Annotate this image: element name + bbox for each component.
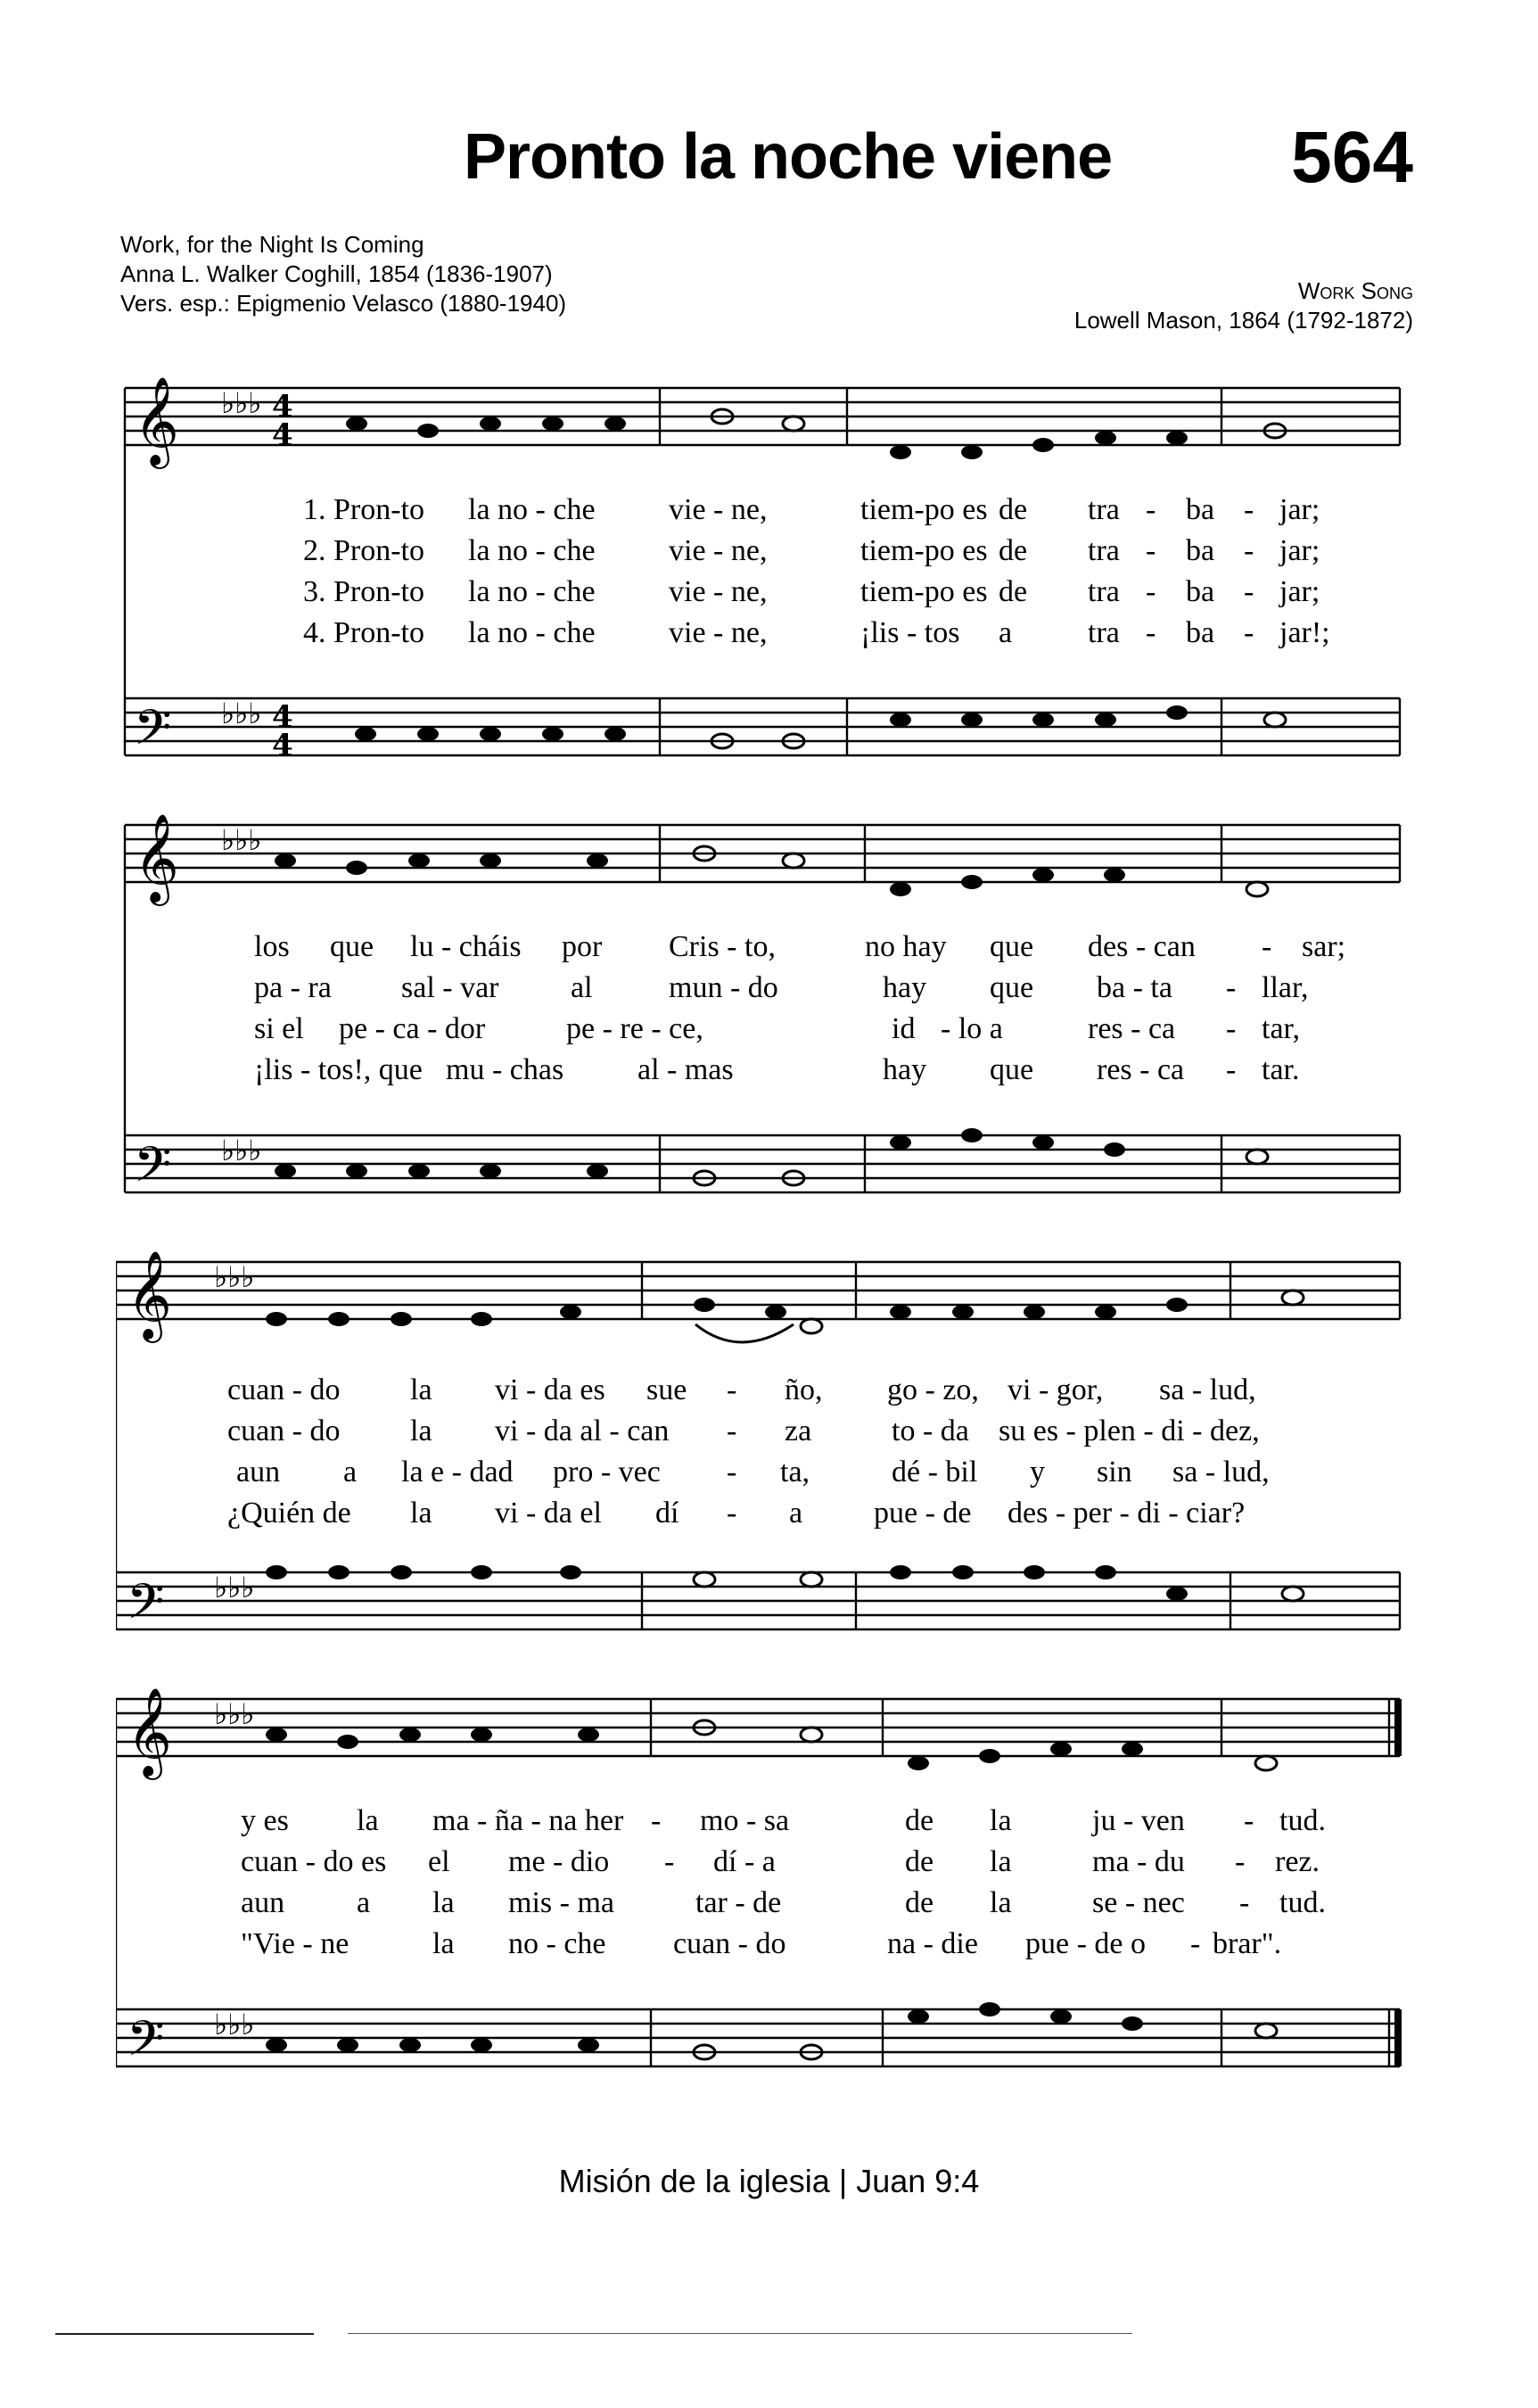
syllable: sa - lud, <box>1172 1456 1270 1489</box>
syllable: dí <box>655 1497 679 1530</box>
credits-text <box>120 230 566 318</box>
syllable: 1. Pron-to <box>303 493 424 526</box>
syllable: tiem-po es <box>860 534 988 567</box>
syllable: la <box>410 1497 432 1530</box>
syllable: ¡lis - tos <box>860 616 960 649</box>
syllable: la <box>432 1927 455 1960</box>
syllable: tar. <box>1262 1053 1300 1086</box>
syllable: - <box>1262 930 1272 963</box>
svg-text:𝄢: 𝄢 <box>127 2010 165 2079</box>
syllable: cuan - do <box>227 1373 341 1406</box>
syllable: cuan - do es <box>241 1845 387 1878</box>
syllable: - <box>1244 1804 1254 1837</box>
syllable: - <box>1226 971 1237 1004</box>
syllable: de <box>905 1804 934 1837</box>
syllable: de <box>999 493 1028 526</box>
syllable: que <box>990 930 1034 963</box>
syllable: mis - ma <box>508 1886 614 1919</box>
syllable: tra <box>1088 534 1120 567</box>
syllable: - <box>1146 575 1156 608</box>
syllable: y es <box>241 1804 289 1837</box>
syllable: to - da <box>892 1414 969 1447</box>
syllable: al <box>571 971 593 1004</box>
syllable: pa - ra <box>254 971 332 1004</box>
syllable: a <box>999 616 1013 649</box>
syllable: - <box>1226 1012 1237 1045</box>
syllable: de <box>999 575 1028 608</box>
syllable: - lo a <box>941 1012 1003 1045</box>
syllable: - <box>1244 575 1254 608</box>
syllable: vi - da es <box>495 1373 605 1406</box>
syllable: el <box>428 1845 450 1878</box>
syllable: "Vie - ne <box>241 1927 350 1960</box>
syllable: que <box>990 1053 1034 1086</box>
hymn-title: Pronto la noche viene <box>464 121 1113 193</box>
syllable: aun <box>236 1456 281 1489</box>
syllable: des - per - di - ciar? <box>1008 1497 1246 1530</box>
syllable: brar". <box>1213 1927 1282 1960</box>
syllable: dí - a <box>713 1845 776 1878</box>
syllable: tra <box>1088 575 1120 608</box>
syllable: sar; <box>1302 930 1346 963</box>
svg-text:♭♭♭: ♭♭♭ <box>214 1571 255 1604</box>
syllable: - <box>727 1414 737 1447</box>
svg-text:4: 4 <box>272 699 293 735</box>
syllable: 2. Pron-to <box>303 534 424 567</box>
syllable: sue <box>646 1373 687 1406</box>
syllable: no - che <box>508 1927 606 1960</box>
syllable: tud. <box>1279 1804 1326 1837</box>
syllable: - <box>1244 493 1254 526</box>
staff-graphic <box>116 1235 1409 1663</box>
syllable: res - ca <box>1097 1053 1185 1086</box>
svg-text:4: 4 <box>272 728 293 763</box>
text-author: Anna L. Walker Coghill, 1854 (1836-1907) <box>120 260 553 287</box>
syllable: ba - ta <box>1097 971 1172 1004</box>
svg-text:♭♭♭: ♭♭♭ <box>221 823 262 857</box>
syllable: dé - bil <box>892 1456 978 1489</box>
svg-text:4: 4 <box>272 417 293 453</box>
svg-text:4: 4 <box>272 389 293 425</box>
syllable: tud. <box>1279 1886 1326 1919</box>
syllable: si el <box>254 1012 304 1045</box>
music-system-2 <box>116 798 1409 1226</box>
composer: Lowell Mason, 1864 (1792-1872) <box>1073 307 1413 334</box>
syllable: ba <box>1186 493 1215 526</box>
syllable: la <box>432 1886 455 1919</box>
syllable: ta, <box>780 1456 810 1489</box>
syllable: la no - che <box>468 534 596 567</box>
svg-text:♭♭♭: ♭♭♭ <box>221 697 262 730</box>
syllable: cuan - do <box>227 1414 341 1447</box>
syllable: la e - dad <box>401 1456 514 1489</box>
credits-music <box>1074 276 1413 335</box>
syllable: sal - var <box>401 971 499 1004</box>
svg-text:♭♭♭: ♭♭♭ <box>214 1260 255 1294</box>
syllable: pe - re - ce, <box>566 1012 703 1045</box>
syllable: ño, <box>785 1373 823 1406</box>
staff-graphic <box>116 798 1409 1226</box>
music-system-1 <box>116 361 1409 789</box>
svg-text:𝄢: 𝄢 <box>127 1573 165 1642</box>
svg-text:𝄞: 𝄞 <box>134 813 179 903</box>
syllable: pe - ca - dor <box>339 1012 486 1045</box>
syllable: id <box>892 1012 916 1045</box>
syllable: - <box>727 1373 737 1406</box>
syllable: que <box>330 930 374 963</box>
syllable: aun <box>241 1886 285 1919</box>
syllable: mun - do <box>669 971 778 1004</box>
translator: Vers. esp.: Epigmenio Velasco (1880-1940) <box>120 290 567 317</box>
syllable: lu - cháis <box>410 930 522 963</box>
svg-text:♭♭♭: ♭♭♭ <box>214 2008 255 2041</box>
syllable: que <box>990 971 1034 1004</box>
syllable: ¿Quién de <box>227 1497 351 1530</box>
syllable: su es - plen - di - dez, <box>999 1414 1260 1447</box>
syllable: za <box>785 1414 812 1447</box>
syllable: la <box>990 1886 1012 1919</box>
syllable: na - die <box>887 1927 978 1960</box>
syllable: pue - de o <box>1025 1927 1147 1960</box>
bottom-rule-right <box>348 2333 1132 2334</box>
syllable: vi - da al - can <box>495 1414 670 1447</box>
syllable: tar - de <box>695 1886 782 1919</box>
syllable: res - ca <box>1088 1012 1176 1045</box>
syllable: - <box>664 1845 675 1878</box>
syllable: - <box>1239 1886 1250 1919</box>
syllable: - <box>1146 493 1156 526</box>
syllable: ju - ven <box>1092 1804 1185 1837</box>
syllable: vi - da el <box>495 1497 602 1530</box>
syllable: la no - che <box>468 493 596 526</box>
syllable: jar; <box>1279 493 1320 526</box>
music-system-3 <box>116 1235 1409 1663</box>
syllable: la <box>357 1804 379 1837</box>
syllable: pue - de <box>874 1497 972 1530</box>
syllable: mu - chas <box>446 1053 564 1086</box>
scripture-reference: Juan 9:4 <box>856 2163 980 2199</box>
syllable: no hay <box>865 930 947 963</box>
syllable: la <box>410 1414 432 1447</box>
syllable: ma - ña - na her <box>432 1804 624 1837</box>
syllable: sa - lud, <box>1159 1373 1256 1406</box>
page-footer <box>0 2163 1538 2200</box>
hymn-number: 564 <box>1291 117 1413 198</box>
syllable: pro - vec <box>553 1456 661 1489</box>
footer-separator: | <box>838 2163 848 2199</box>
svg-text:♭♭♭: ♭♭♭ <box>214 1697 255 1731</box>
syllable: rez. <box>1275 1845 1320 1878</box>
syllable: des - can <box>1088 930 1196 963</box>
syllable: ma - du <box>1092 1845 1185 1878</box>
syllable: - <box>727 1456 737 1489</box>
svg-text:♭♭♭: ♭♭♭ <box>221 386 262 420</box>
svg-text:𝄞: 𝄞 <box>127 1687 172 1777</box>
syllable: y <box>1030 1456 1045 1489</box>
syllable: vi - gor, <box>1008 1373 1104 1406</box>
syllable: Cris - to, <box>669 930 776 963</box>
tune-name: Work Song <box>1297 277 1413 304</box>
syllable: ¡lis - tos!, que <box>254 1053 423 1086</box>
syllable: se - nec <box>1092 1886 1185 1919</box>
syllable: 3. Pron-to <box>303 575 424 608</box>
syllable: de <box>905 1845 934 1878</box>
syllable: de <box>999 534 1028 567</box>
syllable: tar, <box>1262 1012 1300 1045</box>
syllable: vie - ne, <box>669 493 768 526</box>
syllable: jar; <box>1279 575 1320 608</box>
syllable: llar, <box>1262 971 1309 1004</box>
syllable: ba <box>1186 575 1215 608</box>
syllable: - <box>1226 1053 1237 1086</box>
syllable: cuan - do <box>673 1927 786 1960</box>
syllable: - <box>1190 1927 1201 1960</box>
syllable: vie - ne, <box>669 575 768 608</box>
syllable: la no - che <box>468 575 596 608</box>
syllable: la no - che <box>468 616 596 649</box>
syllable: a <box>343 1456 358 1489</box>
syllable: go - zo, <box>887 1373 979 1406</box>
topic-label: Misión de la iglesia <box>558 2163 830 2199</box>
syllable: la <box>410 1373 432 1406</box>
syllable: - <box>1146 534 1156 567</box>
syllable: tiem-po es <box>860 575 988 608</box>
syllable: - <box>1146 616 1156 649</box>
syllable: por <box>562 930 603 963</box>
syllable: a <box>789 1497 803 1530</box>
syllable: ba <box>1186 534 1215 567</box>
syllable: jar; <box>1279 534 1320 567</box>
syllable: - <box>1235 1845 1246 1878</box>
syllable: tiem-po es <box>860 493 988 526</box>
syllable: jar!; <box>1279 616 1330 649</box>
syllable: - <box>727 1497 737 1530</box>
syllable: tra <box>1088 493 1120 526</box>
syllable: hay <box>883 1053 927 1086</box>
syllable: vie - ne, <box>669 616 768 649</box>
svg-text:𝄢: 𝄢 <box>134 1136 172 1205</box>
syllable: los <box>254 930 290 963</box>
syllable: - <box>1244 616 1254 649</box>
syllable: al - mas <box>637 1053 734 1086</box>
syllable: tra <box>1088 616 1120 649</box>
syllable: mo - sa <box>700 1804 790 1837</box>
syllable: la <box>990 1845 1012 1878</box>
svg-text:𝄞: 𝄞 <box>127 1250 172 1340</box>
syllable: ba <box>1186 616 1215 649</box>
syllable: sin <box>1097 1456 1132 1489</box>
syllable: de <box>905 1886 934 1919</box>
syllable: vie - ne, <box>669 534 768 567</box>
syllable: - <box>1244 534 1254 567</box>
music-system-4 <box>116 1672 1409 2109</box>
syllable: la <box>990 1804 1012 1837</box>
svg-text:𝄢: 𝄢 <box>134 699 172 768</box>
bottom-rule-left <box>55 2333 314 2335</box>
syllable: 4. Pron-to <box>303 616 424 649</box>
svg-text:♭♭♭: ♭♭♭ <box>221 1134 262 1167</box>
syllable: me - dio <box>508 1845 610 1878</box>
original-title: Work, for the Night Is Coming <box>120 231 424 258</box>
syllable: - <box>651 1804 662 1837</box>
svg-text:𝄞: 𝄞 <box>134 376 179 466</box>
syllable: hay <box>883 971 927 1004</box>
syllable: a <box>357 1886 371 1919</box>
